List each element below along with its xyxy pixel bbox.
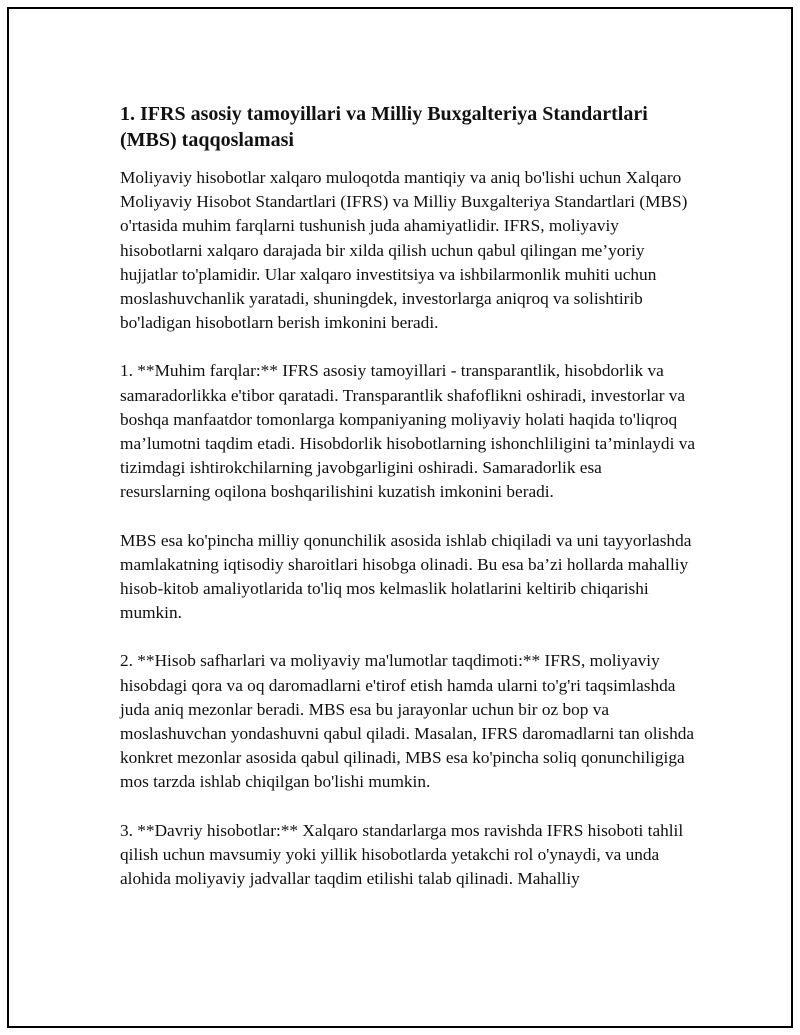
section-heading: 1. IFRS asosiy tamoyillari va Milliy Buxgalteriya Standartlari (MBS) taqqoslamasi — [120, 103, 648, 151]
periodic-reports-paragraph: 3. **Davriy hisobotlar:** Xalqaro standarlarga mos ravishda IFRS hisoboti tahlil qilish uchun mavsumiy yoki yillik hisobotlarda yetakchi rol o'ynaydi, va unda alohida moliyaviy jadvallar taqdim etilishi talab qilinadi. Mahalliy — [120, 820, 684, 889]
intro-paragraph: Moliyaviy hisobotlar xalqaro muloqotda mantiqiy va aniq bo'lishi uchun Xalqaro Moliyaviy Hisobot Standartlari (IFRS) va Milliy Buxgalteriya Standartlari (MBS) o'rtasida muhim farqlarni tushunish juda ahamiyatlidir. IFRS, moliyaviy hisobotlarni xalqaro darajada bir xilda qilish uchun qabul qilingan me’yoriy hujjatlar to'plamidir. Ular xalqaro investitsiya va ishbilarmonlik muhiti uchun moslashuvchanlik yaratadi, shuningdek, investorlarga aniqroq va solishtirib bo'ladigan hisobotlarn berish imkonini beradi. — [120, 168, 688, 333]
mbs-paragraph: MBS esa ko'pincha milliy qonunchilik asosida ishlab chiqiladi va uni tayyorlashda mamlakatning iqtisodiy sharoitlari hisobga olinadi. Bu esa ba’zi hollarda mahalliy hisob-kitob amaliyotlarida to'liq mos kelmaslik holatlarini keltirib chiqarishi mumkin. — [120, 530, 692, 623]
page-frame — [7, 7, 793, 1028]
accounting-presentation-paragraph: 2. **Hisob safharlari va moliyaviy ma'lumotlar taqdimoti:** IFRS, moliyaviy hisobdagi qora va oq daromadlarni e'tirof etish hamda ularni to'g'ri taqsimlashda juda aniq mezonlar beradi. MBS esa bu jarayonlar uchun bir oz bop va moslashuvchan yondashuvni qabul qiladi. Masalan, IFRS daromadlarni tan olishda konkret mezonlar asosida qabul qilinadi, MBS esa ko'pincha soliq qonunchiligiga mos tarzda ishlab chiqilgan bo'lishi mumkin. — [120, 651, 695, 792]
key-differences-paragraph: 1. **Muhim farqlar:** IFRS asosiy tamoyillari - transparantlik, hisobdorlik va samaradorlikka e'tibor qaratadi. Transparantlik shafoflikni oshiradi, investorlar va boshqa manfaatdor tomonlarga kompaniyaning moliyaviy holati haqida to'liqroq ma’lumotni taqdim etadi. Hisobdorlik hisobotlarning ishonchliligini ta’minlaydi va tizimdagi ishtirokchilarning javobgarligini oshiradi. Samaradorlik esa resurslarning oqilona boshqarilishini kuzatish imkonini beradi. — [120, 361, 696, 502]
document-body — [120, 101, 695, 915]
